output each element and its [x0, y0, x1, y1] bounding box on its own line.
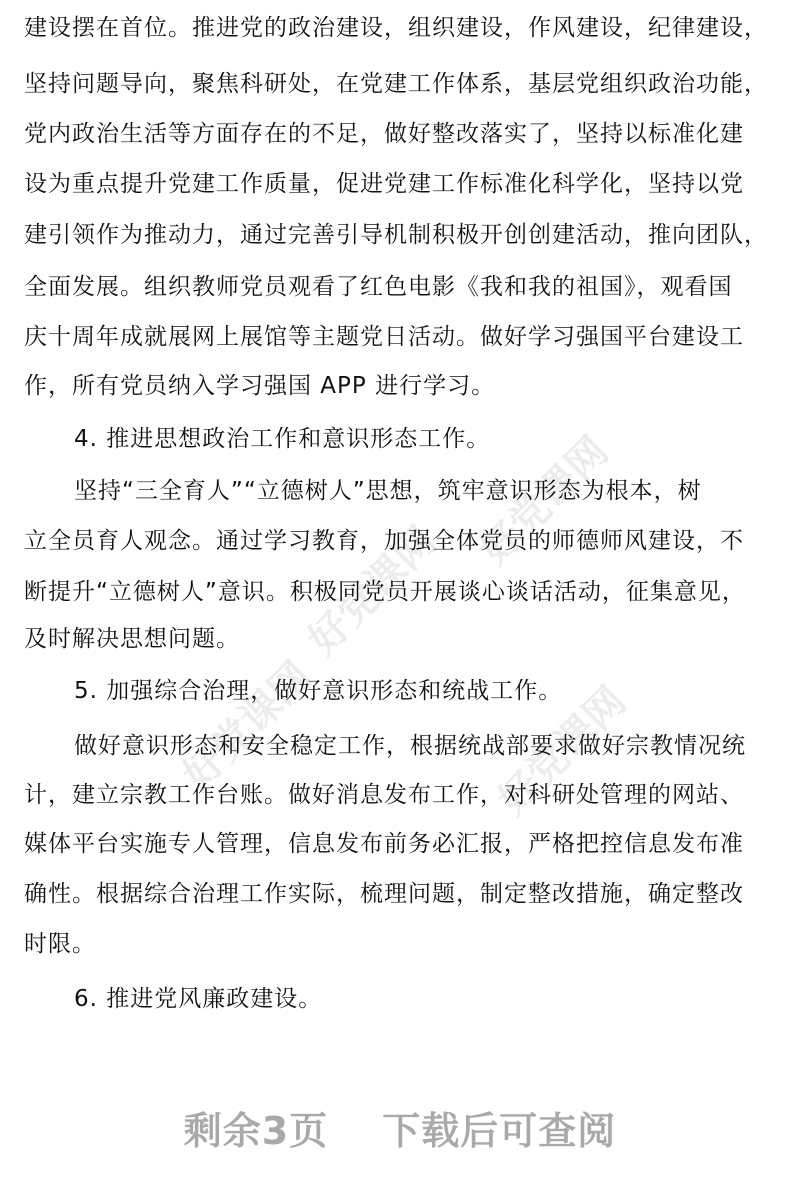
- paragraph-line: 坚持问题导向，聚焦科研处，在党建工作体系，基层党组织政治功能，: [24, 71, 768, 97]
- watermark: 好党课网: [174, 653, 321, 799]
- paragraph-line: 作，所有党员纳入学习强国 APP 进行学习。: [24, 373, 496, 399]
- paragraph-line: 及时解决思想问题。: [24, 626, 240, 652]
- paragraph-line: 时限。: [24, 931, 96, 957]
- section-heading: 6. 推进党风廉政建设。: [74, 986, 323, 1012]
- paragraph-line: 立全员育人观念。通过学习教育，加强全体党员的师德师风建设，不: [24, 528, 744, 554]
- paragraph-line: 建设摆在首位。推进党的政治建设，组织建设，作风建设，纪律建设，: [24, 15, 768, 41]
- paragraph-line: 庆十周年成就展网上展馆等主题党日活动。做好学习强国平台建设工: [24, 324, 744, 350]
- section-heading: 4. 推进思想政治工作和意识形态工作。: [74, 426, 491, 452]
- download-notice[interactable]: [0, 1100, 800, 1155]
- paragraph-line: 全面发展。组织教师党员观看了红色电影《我和我的祖国》，观看国: [24, 274, 733, 300]
- paragraph-line: 坚持“三全育人”“立德树人”思想，筑牢意识形态为根本，树: [74, 478, 702, 504]
- remaining-pages-text: 剩余3页: [183, 1109, 329, 1153]
- paragraph-line: 做好意识形态和安全稳定工作，根据统战部要求做好宗教情况统: [74, 733, 746, 759]
- watermark: 好党课网: [471, 428, 618, 574]
- paragraph-line: 计，建立宗教工作台账。做好消息发布工作，对科研处管理的网站、: [24, 782, 744, 808]
- watermark: 好党课网: [489, 678, 636, 824]
- download-to-view-text: 下载后可查阅: [382, 1109, 617, 1153]
- paragraph-line: 党内政治生活等方面存在的不足，做好整改落实了，坚持以标准化建: [24, 121, 744, 147]
- paragraph-line: 设为重点提升党建工作质量，促进党建工作标准化科学化，坚持以党: [24, 171, 744, 197]
- paragraph-line: 断提升“立德树人”意识。积极同党员开展谈心谈话活动，征集意见，: [24, 579, 746, 605]
- section-heading: 5. 加强综合治理，做好意识形态和统战工作。: [74, 678, 563, 704]
- paragraph-line: 建引领作为推动力，通过完善引导机制积极开创创建活动，推向团队，: [24, 222, 768, 248]
- paragraph-line: 媒体平台实施专人管理，信息发布前务必汇报，严格把控信息发布准: [24, 831, 744, 857]
- paragraph-line: 确性。根据综合治理工作实际，梳理问题，制定整改措施，确定整改: [24, 881, 744, 907]
- watermark: 好党课网: [299, 518, 446, 664]
